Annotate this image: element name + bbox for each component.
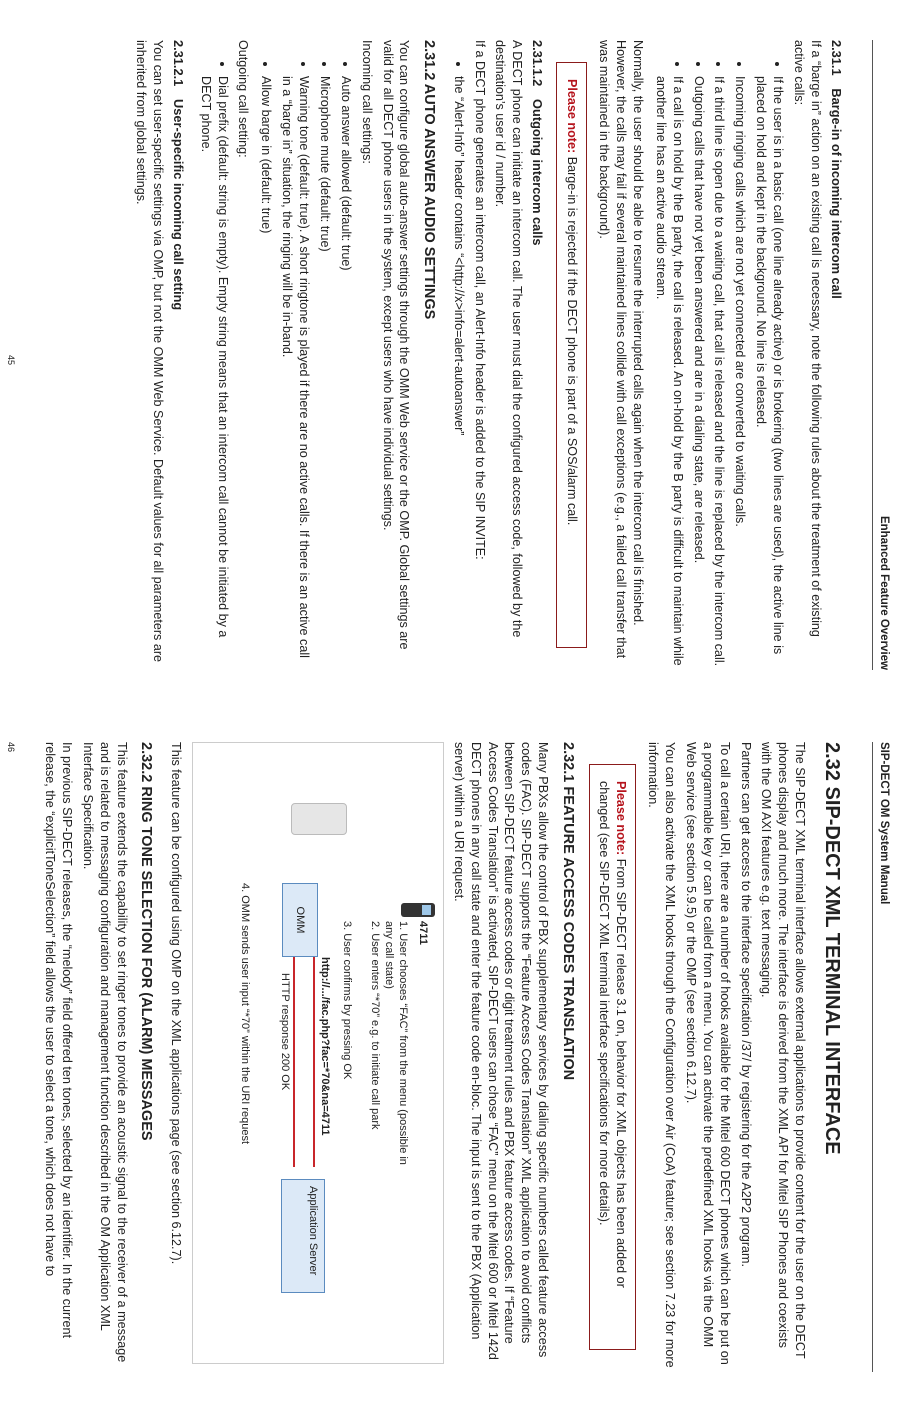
fac-step: 3. User confirms by pressing OK — [340, 921, 353, 1080]
dect-phone-icon — [401, 903, 435, 917]
section-heading-2-31-1-2: 2.31.1.2 Outgoing intercom calls — [530, 40, 546, 246]
paragraph: Many PBXs allow the control of PBX supplementary services by dialing specific numbers called feature access codes (FAC). SIP-DECT supports the “Feature Access Codes Translation” XML application to avoid conflicts between SIP-DECT feature access codes or digit treatment rules and PBX feature access codes. If “Feature Access Codes Translation” is activated, SIP-DECT users can chose “FAC” menu on the Mitel 600 or Mitel 142d DECT phones in any call state and enter the feature code en-bloc. The input is sent to the PBX (Application server) within a URI request. — [451, 742, 551, 1360]
base-station-icon — [291, 803, 347, 835]
fac-figure — [192, 742, 444, 1364]
list-item: • Warning tone (default: true). A short ringtone is played if there are no active calls. If there is an active call in a “barge in” situation, the ringing will be in-band. — [278, 76, 312, 670]
list-item: • If a call is on hold by the B party, the call is released. An on-hold by the B party is difficult to maintain while another line has an active audio stream. — [652, 76, 686, 670]
list-item: • Allow barge in (default: true) — [257, 76, 274, 670]
note-box — [589, 764, 637, 1350]
paragraph: You can configure global auto-answer settings through the OMM Web service or the OMP. Global settings are valid for all DECT phone users in the system, except users who have individual settings. — [380, 40, 412, 650]
fac-step: 1. User chooses “FAC” from the menu (possible in any call state) — [383, 921, 409, 1165]
paragraph: This feature extends the capability to set ringer tones to provide an acoustic signal to the receiver of a message and is related to messaging configuration and management function described in the OM Application XML Interface Specification. — [80, 742, 129, 1363]
http-response-label: HTTP response 200 OK — [278, 973, 291, 1091]
list-item: • If the user is in a basic call (one line already active) or is brokering (two lines are used), the active line is placed on hold and kept in the background. No line is released. — [752, 76, 786, 670]
rules-list — [652, 40, 786, 670]
running-header: SIP-DECT OM System Manual — [878, 742, 890, 905]
list-item: • Dial prefix (default: string is empty). Empty string means that an intercom call cannot be initiated by a DECT phone. — [197, 76, 231, 670]
paragraph: In previous SIP-DECT releases, the “melody” field offered ten tones, selected by an identifier. In the current release, the “explicitToneSelection” field allows the user to select a tone, which does not have to — [43, 742, 74, 1338]
section-heading-2-32: 2.32 SIP-DECT XML TERMINAL INTERFACE — [821, 742, 843, 1155]
header-rule — [872, 742, 873, 1372]
phone-number-label: 4711 — [416, 921, 429, 945]
list-item: • Auto answer allowed (default: true) — [337, 76, 354, 670]
page-content — [128, 40, 855, 670]
section-heading-2-32-2: 2.32.2 RING TONE SELECTION FOR (ALARM) MESSAGES — [138, 742, 155, 1141]
alert-info-list — [450, 40, 467, 670]
section-heading-2-32-1: 2.32.1 FEATURE ACCESS CODES TRANSLATION — [559, 742, 576, 1081]
omm-box: OMM — [282, 883, 318, 957]
page-46 — [0, 702, 901, 1402]
paragraph: You can set user-specific settings via OMP, but not the OMM Web Service. Default values for all parameters are inherited from global settings. — [133, 40, 165, 663]
paragraph: Normally, the user should be able to resume the interrupted calls again when the intercom call is finished. However, the calls may fail if several maintained lines collide with call exceptions (e.g., a failed call transfer that was maintained in the background). — [597, 40, 645, 659]
list-item: • Microphone mute (default: true) — [316, 76, 333, 670]
paragraph: A DECT phone can initiate an intercom call. The user must dial the configured access code, followed by the destination’s user id / number. — [493, 40, 525, 638]
section-heading-2-31-2: 2.31.2 AUTO ANSWER AUDIO SETTINGS — [420, 40, 437, 320]
note-text: From SIP-DECT release 3.1 on, behavior for XML objects has been added or changed (see SIP-DECT XML terminal interface specifications for more details). — [597, 781, 629, 1288]
running-header: Enhanced Feature Overview — [878, 515, 890, 670]
note-label: Please note: — [565, 79, 580, 154]
fac-step: 4. OMM sends user input “*70” within the URI request — [238, 883, 251, 1145]
list-item: • the “Alert-Info” header contains “<http://x>info=alert-autoanswer” — [450, 76, 467, 670]
paragraph: If a “barge in” action on an existing call is necessary, note the following rules about the treatment of existing active calls: — [791, 40, 823, 637]
application-server-box: Application Server — [281, 1179, 325, 1293]
incoming-settings-list — [257, 40, 353, 670]
paragraph: Partners can get access to the interface specification /37/ by registering for the A2P2 program. — [738, 742, 753, 1268]
paragraph: This feature can be configured using OMP on the XML applications page (see section 6.12.7). — [168, 742, 183, 1265]
list-item: • Incoming ringing calls which are not yet connected are converted to waiting calls. — [731, 76, 748, 670]
outgoing-settings-list — [197, 40, 231, 670]
page-content — [37, 742, 855, 1372]
paragraph: Incoming call settings: — [359, 40, 374, 164]
note-text: Barge-in is rejected if the DECT phone is part of a SOS/alarm call. — [565, 156, 580, 526]
header-rule — [872, 40, 873, 670]
uri-request-label: http://.../fac.php?fac=*70&na=4711 — [318, 957, 331, 1136]
paragraph: You can also activate the XML hooks through the Configuration over Air (CoA) feature; see section 7.23 for more information. — [646, 742, 678, 1368]
section-heading-2-31-1: 2.31.1 Barge-in of incoming intercom call — [829, 40, 844, 299]
list-item: • If a third line is open due to a waiting call, that call is released and the line is replaced by the intercom call. — [711, 76, 728, 670]
note-label: Please note: — [614, 781, 629, 856]
fac-step: 2. User enters “*70” e.g. to initiate call park — [368, 921, 381, 1130]
list-item: • Outgoing calls that have not yet been answered and are in a dialing state, are released. — [690, 76, 707, 670]
page-number: 46 — [6, 742, 16, 753]
paragraph: To call a certain URI, there are a number of hooks available for the Mitel 600 DECT phones which can be put on a programmable key or can be called from a menu. You can activate the predefined XML hooks via the OMM Web service (see section 5.9.5) or the OMP (see section 6.12.7). — [683, 742, 732, 1365]
section-heading-2-31-2-1: 2.31.2.1 User-specific incoming call setting — [170, 40, 186, 311]
page-45 — [0, 0, 901, 700]
paragraph: Outgoing call setting: — [236, 40, 251, 158]
paragraph: The SIP-DECT XML terminal interface allows external applications to provide content for the user on the DECT phones display and much more. The interface is derived from the XML API for Mitel SIP Phones and coexists with the OM AXI features e.g. text messaging. — [759, 742, 808, 1359]
page-number: 45 — [6, 355, 16, 366]
response-arrow — [293, 957, 295, 1167]
request-arrow — [313, 957, 315, 1167]
paragraph: If a DECT phone generates an intercom call, an Alert-Info header is added to the SIP INVITE: — [472, 40, 487, 560]
note-box — [556, 62, 587, 648]
